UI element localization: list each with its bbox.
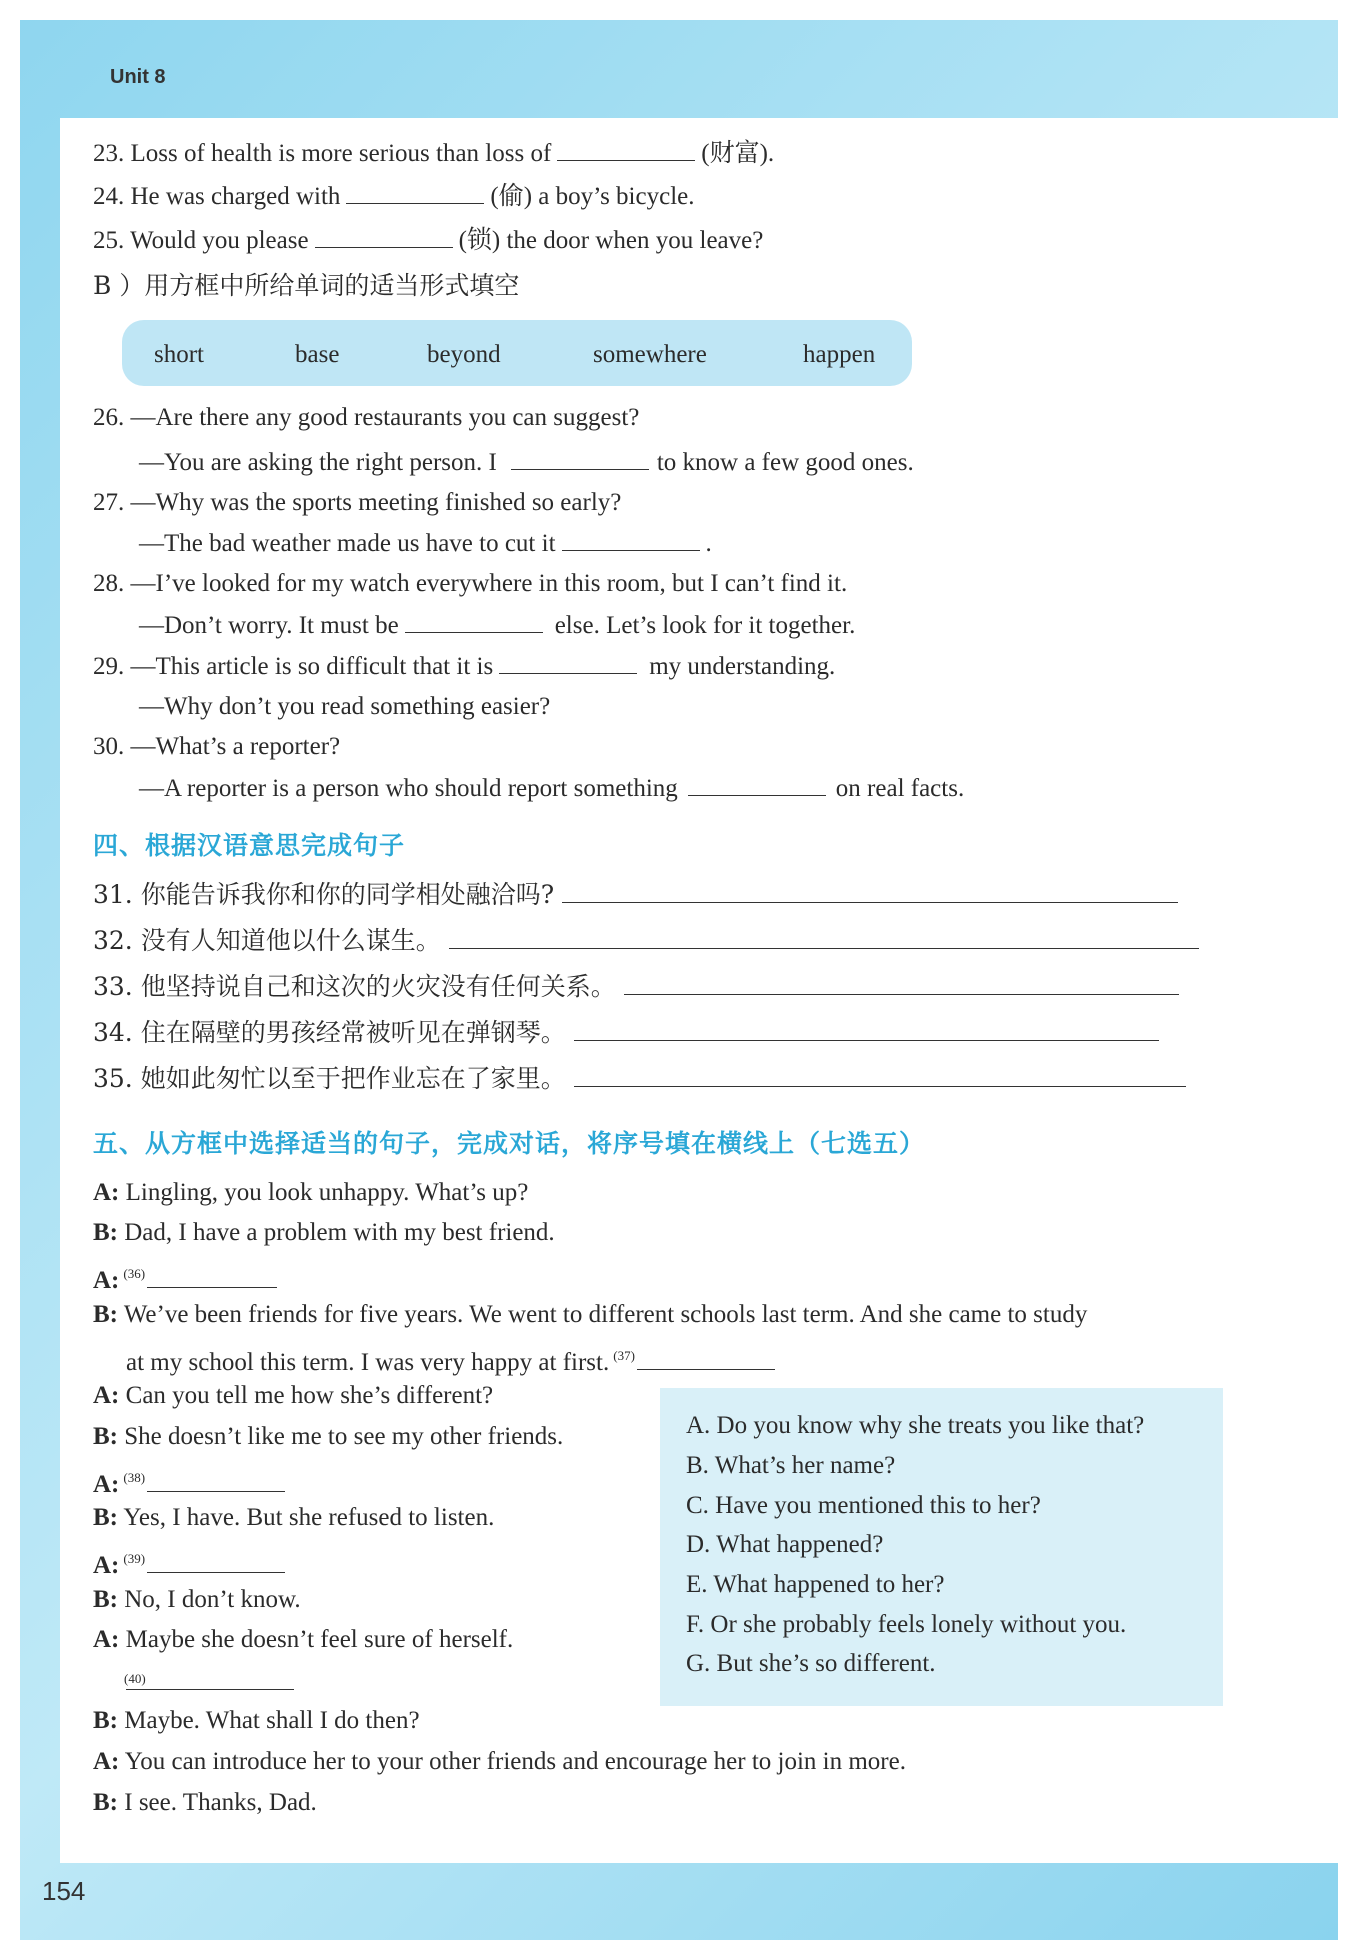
answer-blank[interactable]	[499, 651, 637, 674]
dialogue-line: A: You can introduce her to your other friends and encourage her to join in more.	[93, 1748, 906, 1775]
word-beyond: beyond	[427, 341, 501, 368]
item-26-question: 26. —Are there any good restaurants you can suggest?	[93, 404, 640, 431]
option-c: C. Have you mentioned this to her?	[686, 1492, 1041, 1519]
answer-blank-36[interactable]	[147, 1267, 277, 1288]
word-happen: happen	[803, 341, 876, 368]
answer-line[interactable]	[574, 1064, 1186, 1087]
option-a: A. Do you know why she treats you like that?	[686, 1412, 1145, 1439]
dialogue-line: (40)	[124, 1671, 146, 1686]
word-box	[122, 320, 912, 386]
item-24: 24. He was charged with (偷) a boy’s bicycle.	[93, 183, 695, 210]
dialogue-line: A: Can you tell me how she’s different?	[93, 1382, 494, 1409]
answer-blank[interactable]	[315, 225, 453, 248]
option-b: B. What’s her name?	[686, 1452, 896, 1479]
option-d: D. What happened?	[686, 1531, 884, 1558]
dialogue-line: B: No, I don’t know.	[93, 1586, 301, 1613]
item-35: 35. 她如此匆忙以至于把作业忘在了家里。	[93, 1064, 1186, 1094]
item-34: 34. 住在隔壁的男孩经常被听见在弹钢琴。	[93, 1018, 1159, 1048]
option-f: F. Or she probably feels lonely without you.	[686, 1611, 1127, 1638]
page-number: 154	[42, 1876, 86, 1906]
dialogue-line: B: I see. Thanks, Dad.	[93, 1789, 317, 1816]
dialogue-line: A: Lingling, you look unhappy. What’s up?	[93, 1179, 529, 1206]
item-23: 23. Loss of health is more serious than loss of (财富).	[93, 140, 775, 167]
item-25: 25. Would you please (锁) the door when you leave?	[93, 227, 764, 254]
option-e: E. What happened to her?	[686, 1571, 945, 1598]
answer-line[interactable]	[562, 880, 1178, 903]
dialogue-line: B: Dad, I have a problem with my best friend.	[93, 1219, 555, 1246]
item-26-answer: —You are asking the right person. I to know a few good ones.	[139, 449, 914, 476]
dialogue-line: at my school this term. I was very happy at first. $^{(37)}$	[126, 1341, 775, 1378]
answer-blank[interactable]	[346, 181, 484, 204]
item-28-answer: —Don’t worry. It must be else. Let’s look for it together.	[139, 612, 856, 639]
answer-line[interactable]	[574, 1018, 1159, 1041]
dialogue-line: A: $^{(38)}$	[93, 1463, 285, 1500]
item-32: 32. 没有人知道他以什么谋生。	[93, 926, 1199, 956]
answer-blank-39[interactable]	[147, 1552, 285, 1573]
item-27-answer: —The bad weather made us have to cut it .	[139, 530, 712, 557]
option-g: G. But she’s so different.	[686, 1650, 936, 1677]
dialogue-line: A: $^{(36)}$	[93, 1259, 277, 1296]
item-31: 31. 你能告诉我你和你的同学相处融洽吗?	[93, 880, 1178, 910]
answer-blank[interactable]	[511, 447, 649, 470]
dialogue-line: A: $^{(39)}$	[93, 1544, 285, 1581]
section-4-title: 四、根据汉语意思完成句子	[93, 831, 406, 860]
options-box	[660, 1388, 1223, 1706]
answer-blank-37[interactable]	[637, 1349, 775, 1370]
section-b-instruction: B ）用方框中所给单词的适当形式填空	[93, 271, 520, 300]
dialogue-line: B: We’ve been friends for five years. We went to different schools last term. And she came to study	[93, 1301, 1088, 1328]
answer-line[interactable]	[624, 972, 1179, 995]
dialogue-line: B: Yes, I have. But she refused to listen.	[93, 1504, 495, 1531]
item-30-answer: —A reporter is a person who should report something on real facts.	[139, 775, 965, 802]
item-30-question: 30. —What’s a reporter?	[93, 733, 341, 760]
answer-blank-38[interactable]	[147, 1471, 285, 1492]
answer-blank[interactable]	[405, 610, 543, 633]
answer-blank-40[interactable]	[126, 1669, 294, 1690]
item-29-question: 29. —This article is so difficult that it is my understanding.	[93, 653, 836, 680]
word-somewhere: somewhere	[593, 341, 707, 368]
dialogue-line	[124, 1668, 294, 1698]
answer-line[interactable]	[449, 926, 1199, 949]
word-short: short	[154, 341, 204, 368]
item-29-answer: —Why don’t you read something easier?	[139, 693, 551, 720]
word-base: base	[295, 341, 340, 368]
item-27-question: 27. —Why was the sports meeting finished so early?	[93, 489, 622, 516]
section-5-title: 五、从方框中选择适当的句子，完成对话，将序号填在横线上（七选五）	[93, 1129, 926, 1158]
dialogue-line: B: She doesn’t like me to see my other friends.	[93, 1423, 564, 1450]
unit-label: Unit 8	[110, 66, 166, 88]
item-33: 33. 他坚持说自己和这次的火灾没有任何关系。	[93, 972, 1179, 1002]
answer-blank[interactable]	[688, 773, 826, 796]
answer-blank[interactable]	[562, 528, 700, 551]
dialogue-line: A: Maybe she doesn’t feel sure of herself.	[93, 1626, 514, 1653]
item-28-question: 28. —I’ve looked for my watch everywhere in this room, but I can’t find it.	[93, 570, 848, 597]
dialogue-line: B: Maybe. What shall I do then?	[93, 1707, 420, 1734]
answer-blank[interactable]	[557, 138, 695, 161]
